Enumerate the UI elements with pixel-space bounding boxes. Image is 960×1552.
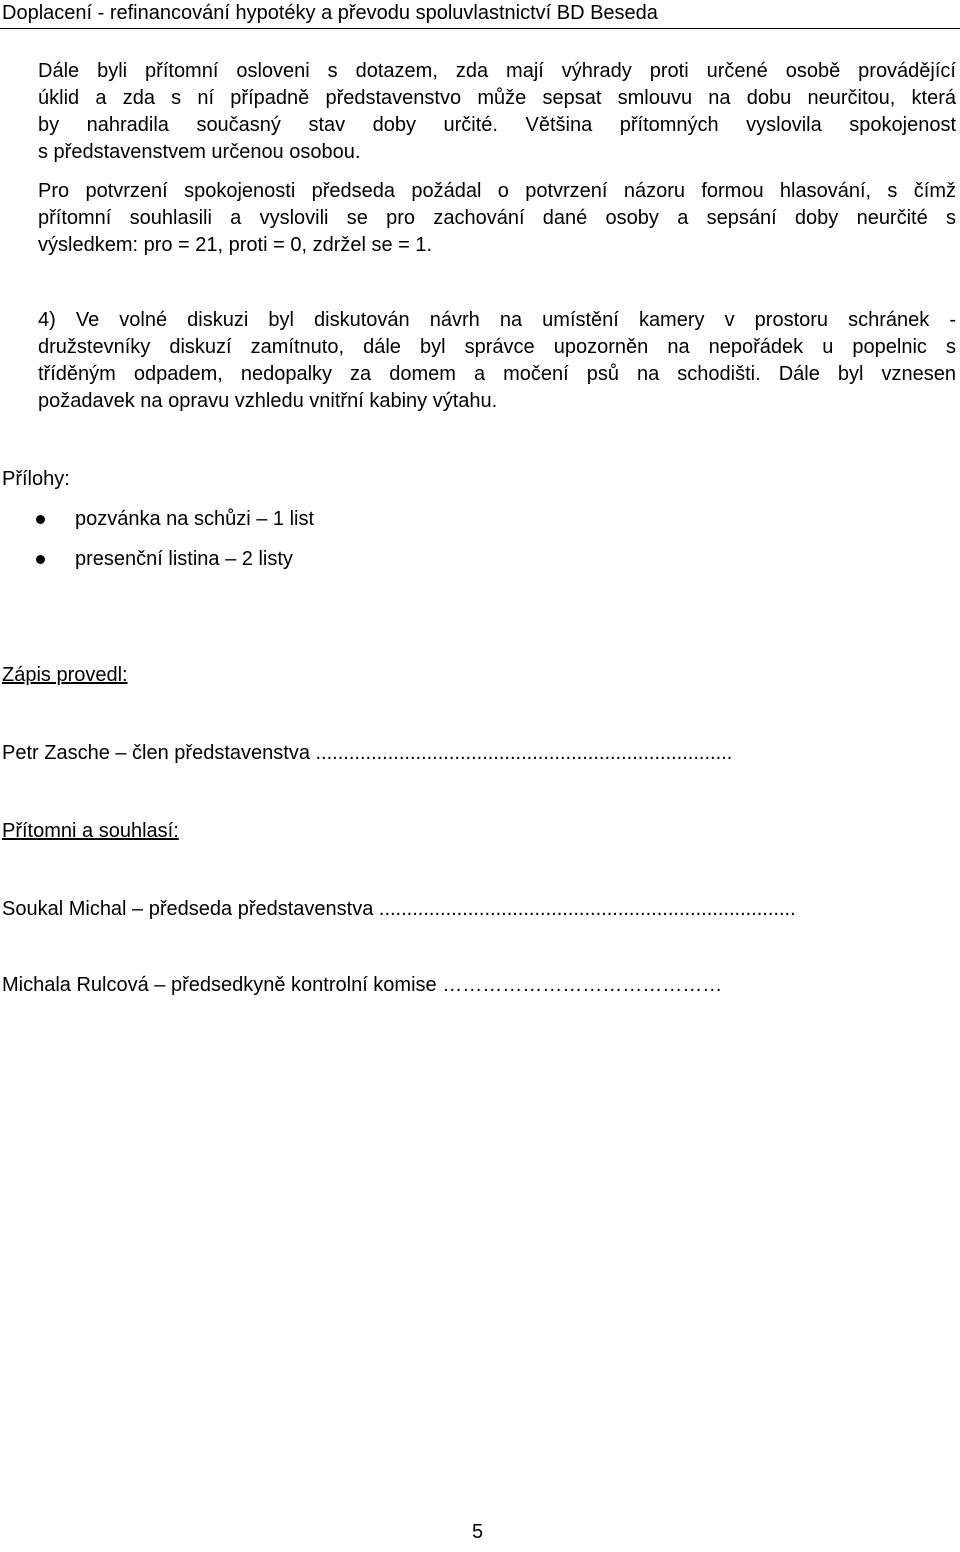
list-item — [0, 506, 960, 546]
document-title: Doplacení - refinancování hypotéky a převodu spoluvlastnictví BD Beseda — [2, 2, 658, 24]
paragraph-line: úklid a zda s ní případně představenstvo může sepsat smlouvu na dobu neurčitou, která — [38, 87, 956, 109]
paragraph-line: s představenstvem určenou osobou. — [38, 141, 361, 163]
paragraph-line: tříděným odpadem, nedopalky za domem a močení psů na schodišti. Dále byl vznesen — [38, 363, 956, 385]
paragraph-line: požadavek na opravu vzhledu vnitřní kabiny výtahu. — [38, 390, 498, 412]
attachments-heading: Přílohy: — [2, 468, 70, 490]
attachments-list — [0, 506, 960, 586]
signature-line-recorder: Petr Zasche – člen představenstva ........................................................................... — [2, 742, 733, 764]
attachment-label: presenční listina – 2 listy — [75, 548, 293, 570]
present-agree-heading: Přítomni a souhlasí: — [2, 820, 179, 842]
page-number: 5 — [472, 1521, 484, 1543]
document-header — [0, 0, 960, 29]
paragraph-line: výsledkem: pro = 21, proti = 0, zdržel se = 1. — [38, 234, 433, 256]
bullet-icon — [36, 515, 45, 524]
signature-line-chairman: Soukal Michal – předseda představenstva ........................................................................... — [2, 898, 796, 920]
attachment-label: pozvánka na schůzi – 1 list — [75, 508, 315, 530]
paragraph-line: družstevníky diskuzí zamítnuto, dále byl správce upozorněn na nepořádek u popelnic s — [38, 336, 956, 358]
paragraph-line: přítomní souhlasili a vyslovili se pro zachování dané osoby a sepsání doby neurčité s — [38, 207, 956, 229]
paragraph-line: Dále byli přítomní osloveni s dotazem, zda mají výhrady proti určené osobě provádějící — [38, 60, 956, 82]
signature-line-control-committee: Michala Rulcová – předsedkyně kontrolní komise …………………………………… — [2, 974, 723, 996]
paragraph-vote-result — [38, 178, 956, 259]
minutes-by-heading: Zápis provedl: — [2, 664, 128, 686]
bullet-icon — [36, 555, 45, 564]
list-item — [0, 546, 960, 586]
paragraph-line: 4) Ve volné diskuzi byl diskutován návrh na umístění kamery v prostoru schránek - — [38, 309, 956, 331]
paragraph-cleaning-person — [38, 58, 956, 166]
paragraph-line: by nahradila současný stav doby určité. Většina přítomných vyslovila spokojenost — [38, 114, 956, 136]
paragraph-free-discussion — [38, 307, 956, 415]
paragraph-line: Pro potvrzení spokojenosti předseda požádal o potvrzení názoru formou hlasování, s čímž — [38, 180, 956, 202]
